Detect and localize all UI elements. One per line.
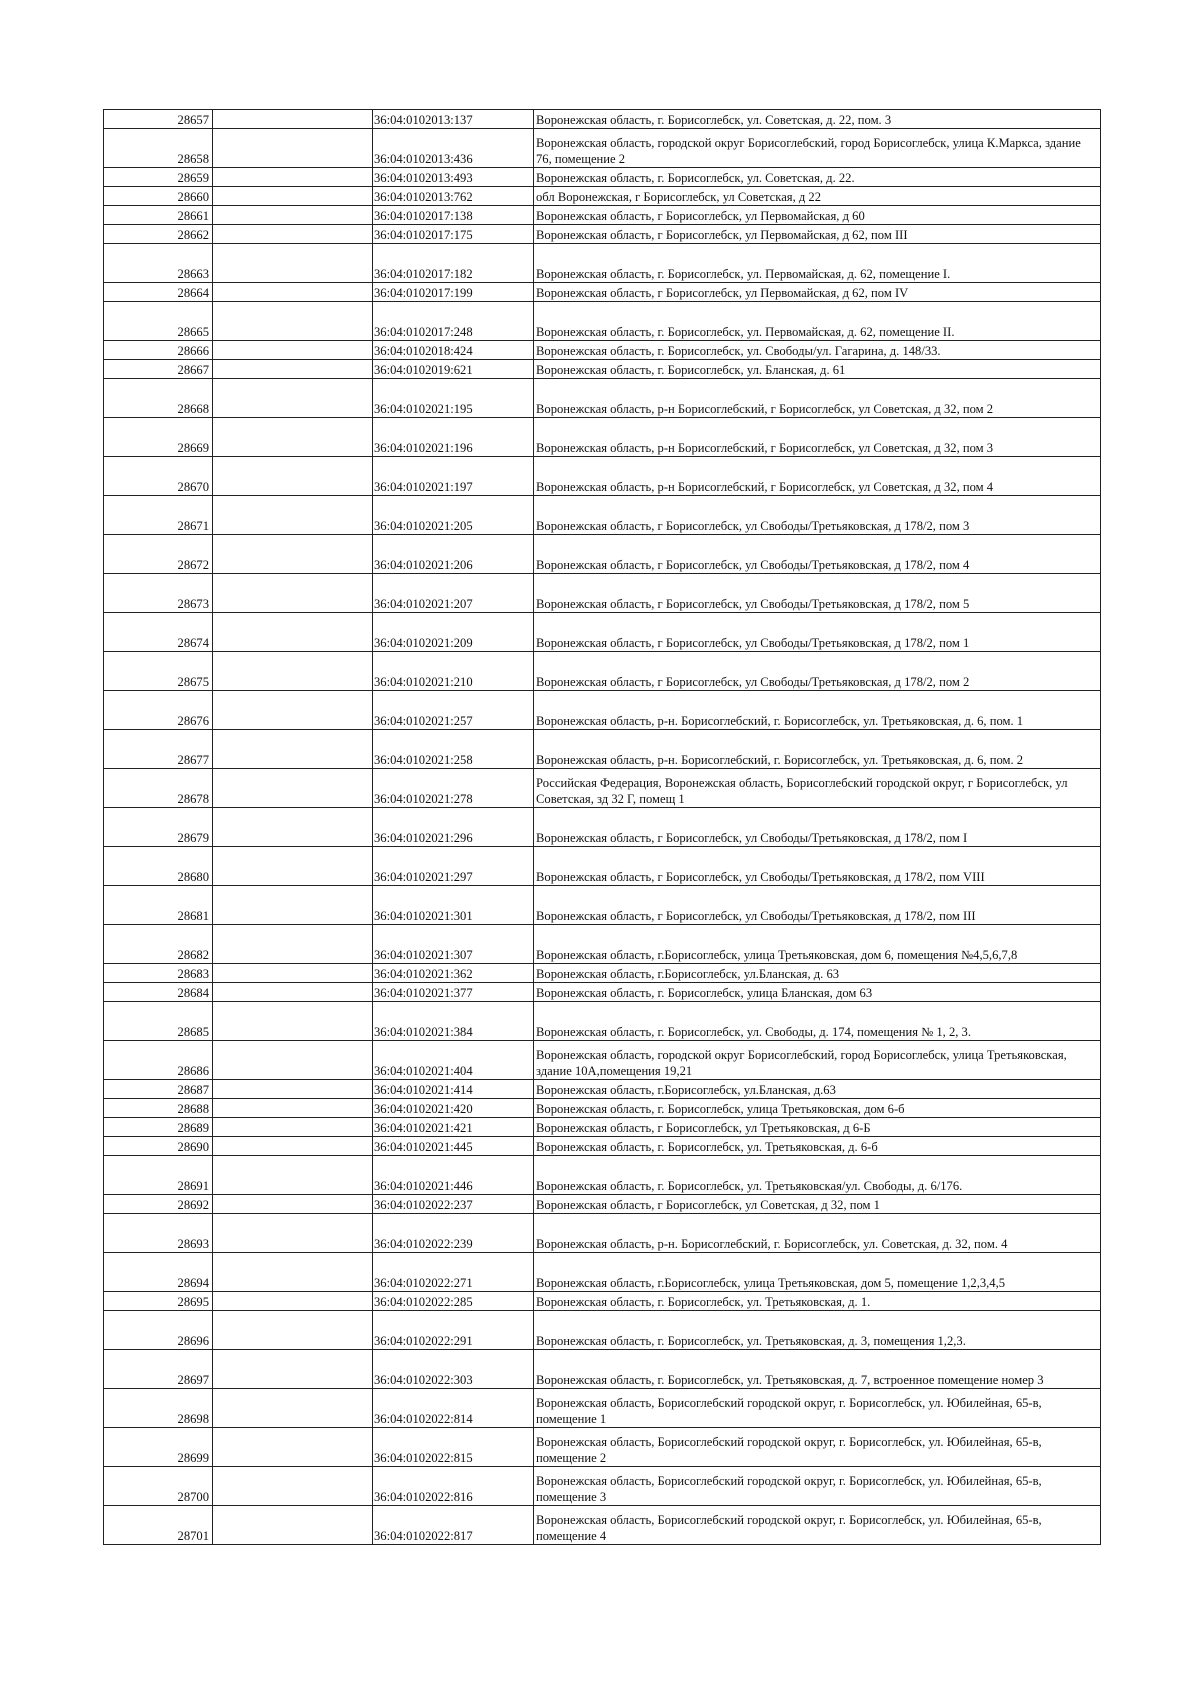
row-number-cell: 28695 [104, 1292, 213, 1311]
empty-cell [213, 535, 373, 574]
cadastral-number-cell: 36:04:0102013:436 [373, 129, 534, 168]
address-cell: Воронежская область, г Борисоглебск, ул Советская, д 32, пом 1 [534, 1195, 1101, 1214]
cadastral-number-cell: 36:04:0102019:621 [373, 360, 534, 379]
table-row [104, 574, 1101, 613]
empty-cell [213, 341, 373, 360]
row-number-cell: 28661 [104, 206, 213, 225]
cadastral-number-cell: 36:04:0102021:196 [373, 418, 534, 457]
empty-cell [213, 730, 373, 769]
cadastral-number-cell: 36:04:0102021:195 [373, 379, 534, 418]
empty-cell [213, 360, 373, 379]
address-cell: Воронежская область, г Борисоглебск, ул Свободы/Третьяковская, д 178/2, пом VIII [534, 847, 1101, 886]
cadastral-number-cell: 36:04:0102022:303 [373, 1350, 534, 1389]
address-cell: Воронежская область, г. Борисоглебск, улица Третьяковская, дом 6-б [534, 1099, 1101, 1118]
table-row [104, 379, 1101, 418]
cadastral-number-cell: 36:04:0102013:762 [373, 187, 534, 206]
address-cell: Воронежская область, г Борисоглебск, ул Свободы/Третьяковская, д 178/2, пом 2 [534, 652, 1101, 691]
empty-cell [213, 418, 373, 457]
address-cell: Воронежская область, г.Борисоглебск, ул.Бланская, д. 63 [534, 964, 1101, 983]
table-row [104, 1292, 1101, 1311]
address-cell: Воронежская область, Борисоглебский городской округ, г. Борисоглебск, ул. Юбилейная, 65-в, помещение 3 [534, 1467, 1101, 1506]
address-cell: Воронежская область, р-н. Борисоглебский, г. Борисоглебск, ул. Советская, д. 32, пом. 4 [534, 1214, 1101, 1253]
address-cell: обл Воронежская, г Борисоглебск, ул Советская, д 22 [534, 187, 1101, 206]
address-cell: Воронежская область, г. Борисоглебск, ул. Свободы/ул. Гагарина, д. 148/33. [534, 341, 1101, 360]
address-cell: Воронежская область, г. Борисоглебск, ул. Свободы, д. 174, помещения № 1, 2, 3. [534, 1002, 1101, 1041]
registry-table-body [104, 110, 1101, 1545]
address-cell: Воронежская область, г Борисоглебск, ул Свободы/Третьяковская, д 178/2, пом 3 [534, 496, 1101, 535]
address-cell: Воронежская область, городской округ Борисоглебский, город Борисоглебск, улица Третьяковская, здание 10А,помещения 19,21 [534, 1041, 1101, 1080]
table-row [104, 1428, 1101, 1467]
empty-cell [213, 574, 373, 613]
address-cell: Воронежская область, г.Борисоглебск, улица Третьяковская, дом 6, помещения №4,5,6,7,8 [534, 925, 1101, 964]
empty-cell [213, 187, 373, 206]
row-number-cell: 28680 [104, 847, 213, 886]
row-number-cell: 28693 [104, 1214, 213, 1253]
table-row [104, 1002, 1101, 1041]
cadastral-number-cell: 36:04:0102017:199 [373, 283, 534, 302]
table-row [104, 847, 1101, 886]
cadastral-number-cell: 36:04:0102021:278 [373, 769, 534, 808]
cadastral-number-cell: 36:04:0102021:446 [373, 1156, 534, 1195]
row-number-cell: 28701 [104, 1506, 213, 1545]
empty-cell [213, 1428, 373, 1467]
table-row [104, 1350, 1101, 1389]
address-cell: Воронежская область, Борисоглебский городской округ, г. Борисоглебск, ул. Юбилейная, 65-в, помещение 1 [534, 1389, 1101, 1428]
address-cell: Воронежская область, г Борисоглебск, ул Третьяковская, д 6-Б [534, 1118, 1101, 1137]
address-cell: Воронежская область, г Борисоглебск, ул Первомайская, д 62, пом IV [534, 283, 1101, 302]
empty-cell [213, 457, 373, 496]
cadastral-number-cell: 36:04:0102021:384 [373, 1002, 534, 1041]
empty-cell [213, 613, 373, 652]
row-number-cell: 28667 [104, 360, 213, 379]
row-number-cell: 28660 [104, 187, 213, 206]
empty-cell [213, 1080, 373, 1099]
table-row [104, 418, 1101, 457]
cadastral-number-cell: 36:04:0102021:296 [373, 808, 534, 847]
empty-cell [213, 983, 373, 1002]
address-cell: Воронежская область, г.Борисоглебск, улица Третьяковская, дом 5, помещение 1,2,3,4,5 [534, 1253, 1101, 1292]
row-number-cell: 28690 [104, 1137, 213, 1156]
empty-cell [213, 225, 373, 244]
empty-cell [213, 1292, 373, 1311]
cadastral-number-cell: 36:04:0102021:209 [373, 613, 534, 652]
cadastral-number-cell: 36:04:0102022:237 [373, 1195, 534, 1214]
row-number-cell: 28676 [104, 691, 213, 730]
address-cell: Воронежская область, р-н Борисоглебский, г Борисоглебск, ул Советская, д 32, пом 3 [534, 418, 1101, 457]
empty-cell [213, 283, 373, 302]
cadastral-number-cell: 36:04:0102017:138 [373, 206, 534, 225]
cadastral-number-cell: 36:04:0102021:420 [373, 1099, 534, 1118]
address-cell: Воронежская область, г. Борисоглебск, ул. Третьяковская, д. 1. [534, 1292, 1101, 1311]
row-number-cell: 28694 [104, 1253, 213, 1292]
empty-cell [213, 886, 373, 925]
address-cell: Воронежская область, г. Борисоглебск, ул. Третьяковская, д. 7, встроенное помещение номер 3 [534, 1350, 1101, 1389]
row-number-cell: 28683 [104, 964, 213, 983]
table-row [104, 1195, 1101, 1214]
empty-cell [213, 244, 373, 283]
table-row [104, 168, 1101, 187]
cadastral-number-cell: 36:04:0102021:210 [373, 652, 534, 691]
table-row [104, 302, 1101, 341]
address-cell: Воронежская область, р-н. Борисоглебский, г. Борисоглебск, ул. Третьяковская, д. 6, пом. 2 [534, 730, 1101, 769]
empty-cell [213, 769, 373, 808]
empty-cell [213, 1253, 373, 1292]
cadastral-number-cell: 36:04:0102022:285 [373, 1292, 534, 1311]
empty-cell [213, 1118, 373, 1137]
row-number-cell: 28687 [104, 1080, 213, 1099]
empty-cell [213, 652, 373, 691]
cadastral-number-cell: 36:04:0102021:197 [373, 457, 534, 496]
row-number-cell: 28672 [104, 535, 213, 574]
empty-cell [213, 129, 373, 168]
row-number-cell: 28659 [104, 168, 213, 187]
address-cell: Воронежская область, г. Борисоглебск, ул. Третьяковская, д. 6-б [534, 1137, 1101, 1156]
empty-cell [213, 496, 373, 535]
table-row [104, 244, 1101, 283]
row-number-cell: 28684 [104, 983, 213, 1002]
address-cell: Воронежская область, г Борисоглебск, ул Свободы/Третьяковская, д 178/2, пом I [534, 808, 1101, 847]
row-number-cell: 28677 [104, 730, 213, 769]
address-cell: Воронежская область, г. Борисоглебск, ул. Бланская, д. 61 [534, 360, 1101, 379]
table-row [104, 691, 1101, 730]
cadastral-number-cell: 36:04:0102021:205 [373, 496, 534, 535]
address-cell: Воронежская область, г. Борисоглебск, улица Бланская, дом 63 [534, 983, 1101, 1002]
table-row [104, 769, 1101, 808]
address-cell: Воронежская область, г Борисоглебск, ул Первомайская, д 60 [534, 206, 1101, 225]
row-number-cell: 28689 [104, 1118, 213, 1137]
row-number-cell: 28668 [104, 379, 213, 418]
table-row [104, 730, 1101, 769]
address-cell: Воронежская область, г Борисоглебск, ул Свободы/Третьяковская, д 178/2, пом 1 [534, 613, 1101, 652]
address-cell: Воронежская область, городской округ Борисоглебский, город Борисоглебск, улица К.Маркса, здание 76, помещение 2 [534, 129, 1101, 168]
cadastral-number-cell: 36:04:0102017:175 [373, 225, 534, 244]
table-row [104, 808, 1101, 847]
empty-cell [213, 168, 373, 187]
cadastral-number-cell: 36:04:0102021:414 [373, 1080, 534, 1099]
cadastral-number-cell: 36:04:0102021:301 [373, 886, 534, 925]
address-cell: Воронежская область, р-н Борисоглебский, г Борисоглебск, ул Советская, д 32, пом 2 [534, 379, 1101, 418]
address-cell: Воронежская область, г. Борисоглебск, ул. Третьяковская/ул. Свободы, д. 6/176. [534, 1156, 1101, 1195]
cadastral-number-cell: 36:04:0102022:817 [373, 1506, 534, 1545]
row-number-cell: 28688 [104, 1099, 213, 1118]
row-number-cell: 28675 [104, 652, 213, 691]
table-row [104, 1253, 1101, 1292]
table-row [104, 983, 1101, 1002]
address-cell: Воронежская область, г. Борисоглебск, ул. Первомайская, д. 62, помещение II. [534, 302, 1101, 341]
row-number-cell: 28662 [104, 225, 213, 244]
empty-cell [213, 1195, 373, 1214]
empty-cell [213, 110, 373, 129]
empty-cell [213, 808, 373, 847]
row-number-cell: 28666 [104, 341, 213, 360]
cadastral-number-cell: 36:04:0102022:271 [373, 1253, 534, 1292]
empty-cell [213, 302, 373, 341]
table-row [104, 1137, 1101, 1156]
cadastral-number-cell: 36:04:0102018:424 [373, 341, 534, 360]
address-cell: Воронежская область, г. Борисоглебск, ул. Советская, д. 22, пом. 3 [534, 110, 1101, 129]
address-cell: Воронежская область, Борисоглебский городской округ, г. Борисоглебск, ул. Юбилейная, 65-в, помещение 2 [534, 1428, 1101, 1467]
table-row [104, 457, 1101, 496]
address-cell: Воронежская область, р-н Борисоглебский, г Борисоглебск, ул Советская, д 32, пом 4 [534, 457, 1101, 496]
row-number-cell: 28658 [104, 129, 213, 168]
empty-cell [213, 1350, 373, 1389]
registry-table [103, 109, 1101, 1545]
row-number-cell: 28686 [104, 1041, 213, 1080]
empty-cell [213, 1156, 373, 1195]
address-cell: Воронежская область, р-н. Борисоглебский, г. Борисоглебск, ул. Третьяковская, д. 6, пом. 1 [534, 691, 1101, 730]
empty-cell [213, 1002, 373, 1041]
cadastral-number-cell: 36:04:0102017:182 [373, 244, 534, 283]
table-row [104, 535, 1101, 574]
table-row [104, 1080, 1101, 1099]
cadastral-number-cell: 36:04:0102021:257 [373, 691, 534, 730]
table-row [104, 283, 1101, 302]
row-number-cell: 28699 [104, 1428, 213, 1467]
empty-cell [213, 1214, 373, 1253]
table-row [104, 613, 1101, 652]
table-row [104, 225, 1101, 244]
empty-cell [213, 1137, 373, 1156]
row-number-cell: 28679 [104, 808, 213, 847]
empty-cell [213, 925, 373, 964]
cadastral-number-cell: 36:04:0102021:297 [373, 847, 534, 886]
row-number-cell: 28700 [104, 1467, 213, 1506]
row-number-cell: 28685 [104, 1002, 213, 1041]
table-row [104, 1467, 1101, 1506]
row-number-cell: 28670 [104, 457, 213, 496]
table-row [104, 206, 1101, 225]
row-number-cell: 28697 [104, 1350, 213, 1389]
table-row [104, 886, 1101, 925]
cadastral-number-cell: 36:04:0102021:445 [373, 1137, 534, 1156]
cadastral-number-cell: 36:04:0102021:362 [373, 964, 534, 983]
table-row [104, 129, 1101, 168]
cadastral-number-cell: 36:04:0102013:493 [373, 168, 534, 187]
row-number-cell: 28671 [104, 496, 213, 535]
row-number-cell: 28678 [104, 769, 213, 808]
table-row [104, 496, 1101, 535]
address-cell: Воронежская область, г Борисоглебск, ул Свободы/Третьяковская, д 178/2, пом 5 [534, 574, 1101, 613]
table-row [104, 925, 1101, 964]
row-number-cell: 28669 [104, 418, 213, 457]
row-number-cell: 28657 [104, 110, 213, 129]
address-cell: Воронежская область, г Борисоглебск, ул Свободы/Третьяковская, д 178/2, пом III [534, 886, 1101, 925]
address-cell: Воронежская область, г Борисоглебск, ул Свободы/Третьяковская, д 178/2, пом 4 [534, 535, 1101, 574]
table-row [104, 1041, 1101, 1080]
cadastral-number-cell: 36:04:0102021:377 [373, 983, 534, 1002]
table-row [104, 964, 1101, 983]
row-number-cell: 28665 [104, 302, 213, 341]
table-row [104, 1118, 1101, 1137]
address-cell: Воронежская область, г.Борисоглебск, ул.Бланская, д.63 [534, 1080, 1101, 1099]
empty-cell [213, 1506, 373, 1545]
cadastral-number-cell: 36:04:0102021:421 [373, 1118, 534, 1137]
table-row [104, 652, 1101, 691]
cadastral-number-cell: 36:04:0102021:207 [373, 574, 534, 613]
cadastral-number-cell: 36:04:0102021:307 [373, 925, 534, 964]
row-number-cell: 28696 [104, 1311, 213, 1350]
cadastral-number-cell: 36:04:0102013:137 [373, 110, 534, 129]
table-row [104, 1156, 1101, 1195]
table-row [104, 1389, 1101, 1428]
address-cell: Воронежская область, г. Борисоглебск, ул. Советская, д. 22. [534, 168, 1101, 187]
empty-cell [213, 964, 373, 983]
cadastral-number-cell: 36:04:0102021:404 [373, 1041, 534, 1080]
empty-cell [213, 1467, 373, 1506]
cadastral-number-cell: 36:04:0102022:814 [373, 1389, 534, 1428]
empty-cell [213, 1389, 373, 1428]
row-number-cell: 28691 [104, 1156, 213, 1195]
table-row [104, 1099, 1101, 1118]
cadastral-number-cell: 36:04:0102022:816 [373, 1467, 534, 1506]
empty-cell [213, 1099, 373, 1118]
row-number-cell: 28682 [104, 925, 213, 964]
address-cell: Воронежская область, Борисоглебский городской округ, г. Борисоглебск, ул. Юбилейная, 65-в, помещение 4 [534, 1506, 1101, 1545]
row-number-cell: 28673 [104, 574, 213, 613]
row-number-cell: 28663 [104, 244, 213, 283]
table-row [104, 360, 1101, 379]
table-row [104, 1506, 1101, 1545]
row-number-cell: 28698 [104, 1389, 213, 1428]
cadastral-number-cell: 36:04:0102022:815 [373, 1428, 534, 1467]
row-number-cell: 28692 [104, 1195, 213, 1214]
cadastral-number-cell: 36:04:0102017:248 [373, 302, 534, 341]
table-row [104, 187, 1101, 206]
empty-cell [213, 691, 373, 730]
row-number-cell: 28674 [104, 613, 213, 652]
empty-cell [213, 1041, 373, 1080]
cadastral-number-cell: 36:04:0102021:206 [373, 535, 534, 574]
row-number-cell: 28664 [104, 283, 213, 302]
empty-cell [213, 206, 373, 225]
empty-cell [213, 1311, 373, 1350]
address-cell: Воронежская область, г Борисоглебск, ул Первомайская, д 62, пом III [534, 225, 1101, 244]
cadastral-number-cell: 36:04:0102022:239 [373, 1214, 534, 1253]
address-cell: Российская Федерация, Воронежская область, Борисоглебский городской округ, г Борисоглебск, ул Советская, зд 32 Г, помещ 1 [534, 769, 1101, 808]
row-number-cell: 28681 [104, 886, 213, 925]
table-row [104, 1311, 1101, 1350]
cadastral-number-cell: 36:04:0102021:258 [373, 730, 534, 769]
table-row [104, 341, 1101, 360]
empty-cell [213, 379, 373, 418]
table-row [104, 110, 1101, 129]
address-cell: Воронежская область, г. Борисоглебск, ул. Третьяковская, д. 3, помещения 1,2,3. [534, 1311, 1101, 1350]
address-cell: Воронежская область, г. Борисоглебск, ул. Первомайская, д. 62, помещение I. [534, 244, 1101, 283]
cadastral-number-cell: 36:04:0102022:291 [373, 1311, 534, 1350]
table-row [104, 1214, 1101, 1253]
empty-cell [213, 847, 373, 886]
